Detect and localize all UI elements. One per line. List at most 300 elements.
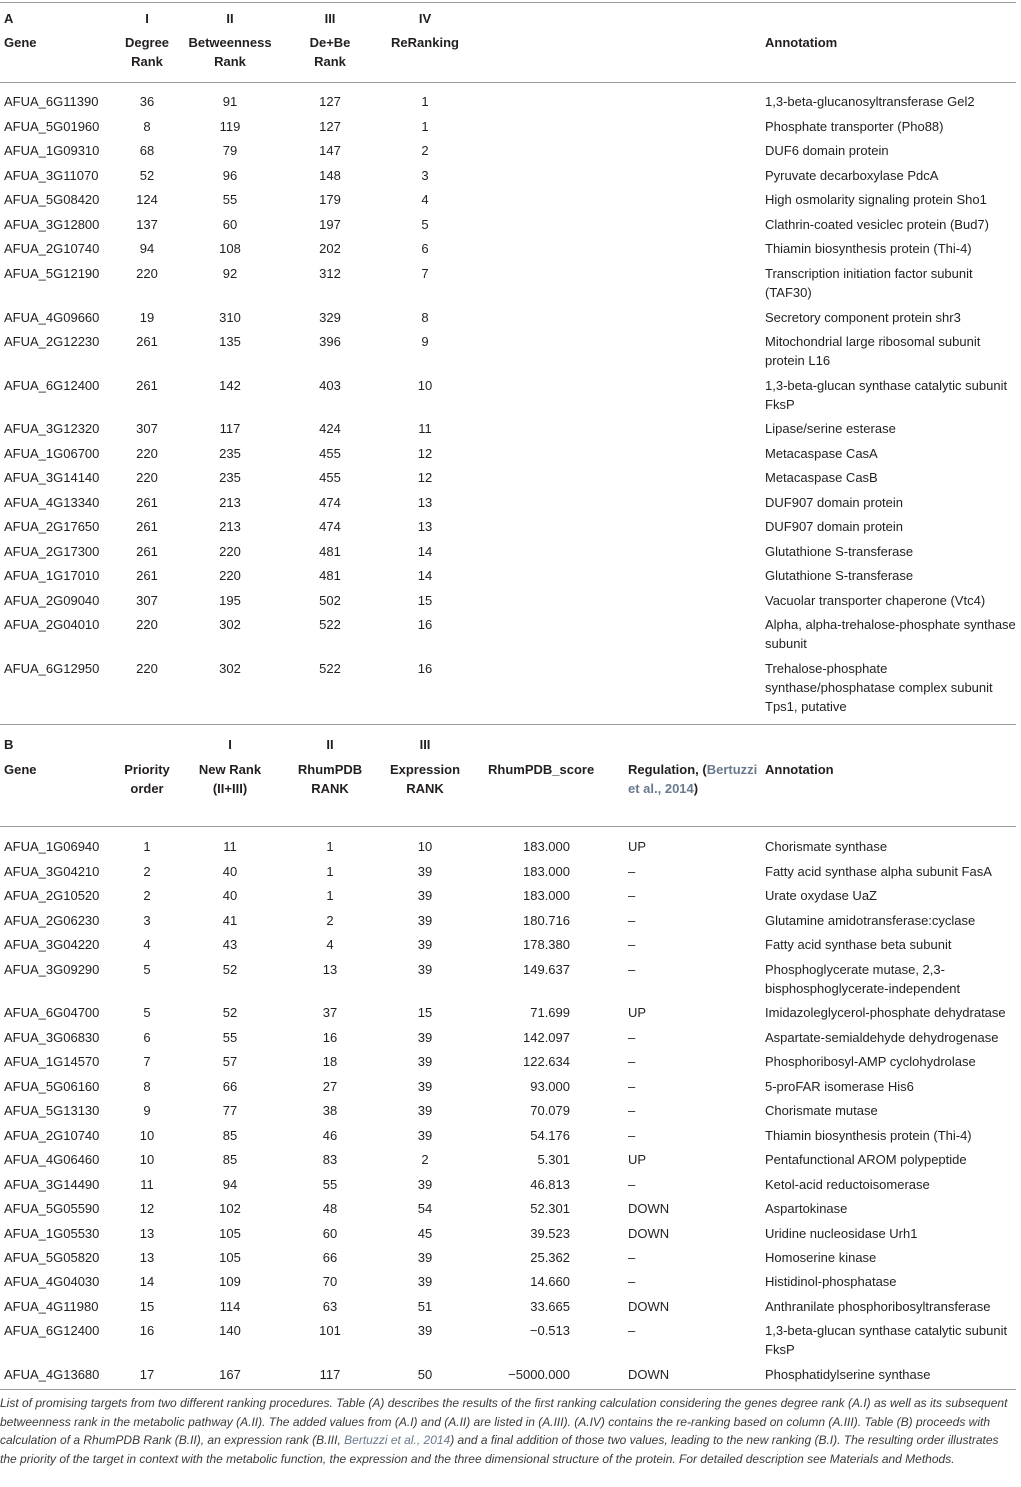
cell-annotation: High osmolarity signaling protein Sho1 [765, 192, 987, 207]
cell-score: 183.000 [523, 864, 570, 879]
cell-priority: 5 [143, 1005, 151, 1020]
cell-rhumpdb: 46 [322, 1128, 338, 1143]
cell-rhumpdb: 13 [322, 962, 338, 977]
cell-regulation: – [628, 962, 636, 977]
table-a-header-rule [0, 82, 1016, 83]
cell-expression: 39 [417, 1030, 433, 1045]
cell-gene: AFUA_2G17650 [4, 519, 100, 534]
cell-degree: 52 [139, 168, 155, 183]
cell-annotation: Histidinol-phosphatase [765, 1274, 897, 1289]
cell-gene: AFUA_6G11390 [4, 94, 99, 109]
cell-reranking: 12 [417, 446, 433, 461]
cell-priority: 8 [143, 1079, 151, 1094]
cell-rhumpdb: 1 [326, 864, 334, 879]
cell-annotation: Clathrin-coated vesiclec protein (Bud7) [765, 217, 989, 232]
cell-expression: 39 [417, 1079, 433, 1094]
cell-score: 5.301 [537, 1152, 570, 1167]
cell-degree: 94 [139, 241, 155, 256]
cell-betweenness: 108 [219, 241, 241, 256]
cell-annotation: DUF907 domain protein [765, 495, 904, 510]
table-a-label: A [4, 11, 14, 26]
cell-annotation: Chorismate synthase [765, 839, 888, 854]
table-b-roman-1: I [228, 737, 232, 752]
cell-gene: AFUA_4G09660 [4, 310, 100, 325]
cell-gene: AFUA_2G12230 [4, 334, 100, 349]
cell-annotation: Urate oxydase UaZ [765, 888, 877, 903]
cell-degree: 261 [136, 378, 158, 393]
cell-reranking: 13 [417, 519, 433, 534]
cell-reranking: 6 [421, 241, 429, 256]
cell-expression: 39 [417, 1128, 433, 1143]
cell-priority: 10 [139, 1128, 155, 1143]
cell-priority: 9 [143, 1103, 151, 1118]
cell-betweenness: 220 [219, 544, 241, 559]
cell-newrank: 11 [223, 839, 237, 854]
cell-reranking: 16 [417, 617, 433, 632]
cell-annotation: Secretory component protein shr3 [765, 310, 961, 325]
cell-expression: 10 [417, 839, 433, 854]
table-caption [0, 1394, 1016, 1468]
cell-regulation: – [628, 1274, 636, 1289]
cell-newrank: 40 [222, 864, 238, 879]
cell-debe: 329 [319, 310, 341, 325]
table-b-roman-2: II [326, 737, 334, 752]
cell-regulation: – [628, 1079, 636, 1094]
cell-betweenness: 96 [222, 168, 238, 183]
cell-expression: 51 [417, 1299, 433, 1314]
cell-regulation: – [628, 1054, 636, 1069]
cell-annotation: Lipase/serine esterase [765, 421, 896, 436]
cell-annotation: Anthranilate phosphoribosyltransferase [765, 1299, 991, 1314]
cell-betweenness: 60 [222, 217, 238, 232]
cell-debe: 455 [319, 470, 341, 485]
cell-expression: 39 [417, 1103, 433, 1118]
cell-regulation: – [628, 864, 636, 879]
cell-expression: 39 [417, 1323, 433, 1338]
cell-debe: 312 [319, 266, 341, 281]
cell-degree: 261 [136, 568, 158, 583]
cell-gene: AFUA_4G06460 [4, 1152, 100, 1167]
cell-rhumpdb: 60 [322, 1226, 338, 1241]
cell-degree: 68 [139, 143, 155, 158]
cell-score: 14.660 [530, 1274, 570, 1289]
cell-regulation: UP [628, 839, 647, 854]
cell-annotation: DUF907 domain protein [765, 519, 904, 534]
cell-gene: AFUA_5G06160 [4, 1079, 100, 1094]
cell-score: 180.716 [523, 913, 570, 928]
cell-gene: AFUA_4G13340 [4, 495, 100, 510]
cell-annotation: Vacuolar transporter chaperone (Vtc4) [765, 593, 986, 608]
cell-gene: AFUA_2G06230 [4, 913, 100, 928]
cell-betweenness: 55 [222, 192, 238, 207]
cell-annotation: Pyruvate decarboxylase PdcA [765, 168, 939, 183]
regulation-suffix: ) [693, 781, 699, 796]
cell-score: 183.000 [523, 839, 570, 854]
cell-annotation: 5-proFAR isomerase His6 [765, 1079, 914, 1094]
cell-newrank: 40 [222, 888, 238, 903]
cell-betweenness: 302 [219, 617, 241, 632]
cell-degree: 307 [136, 593, 158, 608]
cell-newrank: 55 [222, 1030, 238, 1045]
cell-priority: 16 [139, 1323, 155, 1338]
cell-annotation: Metacaspase CasB [765, 470, 878, 485]
cell-newrank: 94 [222, 1177, 238, 1192]
cell-expression: 39 [417, 937, 433, 952]
cell-reranking: 15 [417, 593, 433, 608]
cell-regulation: DOWN [628, 1226, 670, 1241]
table-b-header-annotation: Annotation [765, 762, 834, 777]
cell-rhumpdb: 55 [322, 1177, 338, 1192]
cell-priority: 3 [143, 913, 151, 928]
cell-reranking: 11 [418, 421, 432, 436]
cell-betweenness: 310 [219, 310, 241, 325]
cell-rhumpdb: 27 [322, 1079, 338, 1094]
cell-rhumpdb: 37 [322, 1005, 338, 1020]
cell-gene: AFUA_1G06940 [4, 839, 100, 854]
cell-annotation: 1,3-beta-glucan synthase catalytic subunit FksP [765, 1323, 1008, 1357]
cell-priority: 17 [139, 1367, 155, 1382]
cell-betweenness: 117 [219, 421, 241, 436]
cell-debe: 396 [319, 334, 341, 349]
cell-debe: 197 [319, 217, 341, 232]
cell-expression: 39 [417, 1177, 433, 1192]
cell-priority: 2 [143, 864, 151, 879]
cell-regulation: – [628, 1250, 636, 1265]
cell-annotation: Phosphatidylserine synthase [765, 1367, 931, 1382]
table-a-header-reranking: ReRanking [391, 35, 459, 50]
cell-score: 33.665 [530, 1299, 570, 1314]
cell-betweenness: 119 [219, 119, 241, 134]
cell-annotation: Glutamine amidotransferase:cyclase [765, 913, 976, 928]
cell-expression: 39 [417, 1274, 433, 1289]
cell-debe: 202 [319, 241, 341, 256]
cell-annotation: Phosphoglycerate mutase, 2,3-bisphosphoglycerate-independent [765, 962, 961, 996]
cell-reranking: 7 [421, 266, 429, 281]
cell-priority: 1 [143, 839, 151, 854]
cell-score: 122.634 [523, 1054, 570, 1069]
cell-annotation: Glutathione S-transferase [765, 544, 914, 559]
cell-gene: AFUA_1G09310 [4, 143, 100, 158]
cell-gene: AFUA_3G14490 [4, 1177, 100, 1192]
regulation-prefix: Regulation, ( [628, 762, 707, 777]
cell-newrank: 114 [219, 1299, 241, 1314]
cell-betweenness: 195 [219, 593, 241, 608]
cell-gene: AFUA_3G11070 [4, 168, 99, 183]
cell-gene: AFUA_5G05820 [4, 1250, 100, 1265]
cell-betweenness: 302 [219, 661, 241, 676]
cell-annotation: Glutathione S-transferase [765, 568, 914, 583]
cell-regulation: – [628, 937, 636, 952]
cell-reranking: 14 [417, 568, 433, 583]
cell-newrank: 167 [219, 1367, 241, 1382]
cell-annotation: Transcription initiation factor subunit (TAF30) [765, 266, 973, 300]
cell-debe: 481 [319, 544, 341, 559]
cell-regulation: UP [628, 1152, 647, 1167]
cell-regulation: – [628, 1103, 636, 1118]
cell-annotation: Phosphate transporter (Pho88) [765, 119, 944, 134]
cell-annotation: Chorismate mutase [765, 1103, 878, 1118]
cell-debe: 147 [319, 143, 341, 158]
cell-gene: AFUA_2G09040 [4, 593, 100, 608]
cell-regulation: – [628, 1128, 636, 1143]
cell-newrank: 105 [219, 1226, 241, 1241]
cell-gene: AFUA_6G12400 [4, 378, 100, 393]
cell-debe: 127 [319, 94, 341, 109]
cell-rhumpdb: 38 [322, 1103, 338, 1118]
cell-betweenness: 91 [222, 94, 238, 109]
cell-betweenness: 142 [219, 378, 241, 393]
cell-degree: 220 [136, 617, 158, 632]
cell-expression: 39 [417, 864, 433, 879]
cell-rhumpdb: 70 [322, 1274, 338, 1289]
cell-annotation: Imidazoleglycerol-phosphate dehydratase [765, 1005, 1006, 1020]
cell-annotation: Thiamin biosynthesis protein (Thi-4) [765, 1128, 972, 1143]
cell-expression: 39 [417, 1054, 433, 1069]
cell-annotation: Ketol-acid reductoisomerase [765, 1177, 930, 1192]
cell-gene: AFUA_1G17010 [4, 568, 100, 583]
cell-debe: 179 [319, 192, 341, 207]
cell-expression: 39 [417, 1250, 433, 1265]
cell-priority: 10 [139, 1152, 155, 1167]
cell-annotation: Aspartokinase [765, 1201, 848, 1216]
cell-gene: AFUA_5G13130 [4, 1103, 100, 1118]
cell-gene: AFUA_6G04700 [4, 1005, 100, 1020]
cell-gene: AFUA_5G01960 [4, 119, 100, 134]
cell-score: 52.301 [530, 1201, 570, 1216]
cell-annotation: DUF6 domain protein [765, 143, 889, 158]
cell-expression: 54 [417, 1201, 433, 1216]
cell-score: 183.000 [523, 888, 570, 903]
cell-expression: 45 [417, 1226, 433, 1241]
cell-newrank: 43 [222, 937, 238, 952]
cell-expression: 39 [417, 888, 433, 903]
cell-priority: 5 [143, 962, 151, 977]
cell-rhumpdb: 16 [322, 1030, 338, 1045]
cell-rhumpdb: 4 [326, 937, 334, 952]
table-b-header-gene: Gene [4, 762, 37, 777]
cell-score: 39.523 [530, 1226, 570, 1241]
cell-rhumpdb: 48 [322, 1201, 338, 1216]
cell-annotation: Fatty acid synthase alpha subunit FasA [765, 864, 992, 879]
cell-regulation: – [628, 913, 636, 928]
cell-rhumpdb: 2 [326, 913, 334, 928]
cell-degree: 137 [136, 217, 158, 232]
cell-score: 178.380 [523, 937, 570, 952]
caption-citation[interactable]: Bertuzzi et al., 2014 [344, 1433, 451, 1447]
cell-priority: 11 [140, 1177, 154, 1192]
cell-degree: 261 [136, 334, 158, 349]
cell-gene: AFUA_4G11980 [4, 1299, 99, 1314]
cell-betweenness: 92 [222, 266, 238, 281]
cell-expression: 39 [417, 962, 433, 977]
cell-score: −5000.000 [508, 1367, 570, 1382]
cell-gene: AFUA_6G12400 [4, 1323, 100, 1338]
cell-priority: 14 [139, 1274, 155, 1289]
cell-degree: 36 [139, 94, 155, 109]
table-a-header-degree: Degree Rank [124, 35, 170, 69]
cell-debe: 455 [319, 446, 341, 461]
cell-gene: AFUA_2G10520 [4, 888, 100, 903]
cell-reranking: 8 [421, 310, 429, 325]
cell-priority: 2 [143, 888, 151, 903]
cell-priority: 13 [139, 1250, 155, 1265]
cell-regulation: – [628, 1323, 636, 1338]
table-a-header-debe: De+Be Rank [309, 35, 351, 69]
cell-priority: 15 [139, 1299, 155, 1314]
cell-gene: AFUA_1G05530 [4, 1226, 100, 1241]
cell-gene: AFUA_4G13680 [4, 1367, 100, 1382]
cell-reranking: 9 [421, 334, 429, 349]
cell-debe: 522 [319, 661, 341, 676]
cell-gene: AFUA_4G04030 [4, 1274, 100, 1289]
cell-rhumpdb: 1 [326, 839, 334, 854]
cell-reranking: 5 [421, 217, 429, 232]
table-b-bottom-rule [0, 1389, 1016, 1390]
cell-annotation: Fatty acid synthase beta subunit [765, 937, 952, 952]
cell-expression: 2 [421, 1152, 429, 1167]
cell-annotation: Thiamin biosynthesis protein (Thi-4) [765, 241, 972, 256]
cell-score: 93.000 [530, 1079, 570, 1094]
cell-debe: 522 [319, 617, 341, 632]
cell-gene: AFUA_3G12800 [4, 217, 100, 232]
cell-priority: 12 [139, 1201, 155, 1216]
table-a-roman-4: IV [418, 11, 432, 26]
cell-score: 149.637 [523, 962, 570, 977]
cell-annotation: Metacaspase CasA [765, 446, 878, 461]
table-b-header-score: RhumPDB_score [488, 762, 595, 777]
cell-reranking: 14 [417, 544, 433, 559]
cell-regulation: DOWN [628, 1367, 670, 1382]
cell-degree: 261 [136, 544, 158, 559]
cell-newrank: 105 [219, 1250, 241, 1265]
cell-rhumpdb: 117 [319, 1367, 341, 1382]
cell-regulation: DOWN [628, 1201, 670, 1216]
table-b-roman-3: III [419, 737, 431, 752]
cell-annotation: Uridine nucleosidase Urh1 [765, 1226, 918, 1241]
cell-reranking: 16 [417, 661, 433, 676]
cell-priority: 6 [143, 1030, 151, 1045]
table-b-header-rhumpdb-rank: RhumPDB RANK [297, 762, 363, 796]
cell-debe: 474 [319, 519, 341, 534]
cell-gene: AFUA_6G12950 [4, 661, 100, 676]
cell-gene: AFUA_2G10740 [4, 1128, 100, 1143]
cell-score: 25.362 [530, 1250, 570, 1265]
cell-gene: AFUA_5G08420 [4, 192, 100, 207]
cell-newrank: 41 [222, 913, 238, 928]
cell-gene: AFUA_3G14140 [4, 470, 100, 485]
cell-newrank: 77 [222, 1103, 238, 1118]
cell-priority: 13 [139, 1226, 155, 1241]
cell-reranking: 10 [417, 378, 433, 393]
cell-annotation: Alpha, alpha-trehalose-phosphate synthase subunit [765, 617, 1016, 651]
cell-newrank: 109 [219, 1274, 241, 1289]
cell-rhumpdb: 101 [319, 1323, 341, 1338]
cell-degree: 124 [136, 192, 158, 207]
cell-degree: 220 [136, 661, 158, 676]
cell-priority: 4 [143, 937, 151, 952]
table-a-header-annotation: Annotatiom [765, 35, 838, 50]
cell-newrank: 85 [222, 1128, 238, 1143]
caption-text-1: List of promising targets from two different ranking procedures. Table (A) describes the results of the first ranking calculation considering the genes degree rank (A.I) as well as its subsequent betweenness rank in the metabolic pathway (A.II). The added values from (A.I) and (A.II) are listed in (A.III). (A.IV) contains the re-ranking based on column (A.III). Table (B) proceeds with calculation of a RhumPDB Rank (B.II), an expression rank (B.III, [0, 1396, 1008, 1447]
cell-score: 70.079 [530, 1103, 570, 1118]
cell-newrank: 57 [222, 1054, 238, 1069]
cell-degree: 19 [139, 310, 155, 325]
cell-degree: 220 [136, 470, 158, 485]
table-a-top-rule [0, 2, 1016, 3]
cell-regulation: DOWN [628, 1299, 670, 1314]
table-a-roman-2: II [226, 11, 234, 26]
cell-betweenness: 235 [219, 446, 241, 461]
cell-reranking: 12 [417, 470, 433, 485]
cell-betweenness: 79 [222, 143, 238, 158]
table-b-header-newrank: New Rank (II+III) [198, 762, 262, 796]
cell-rhumpdb: 18 [322, 1054, 338, 1069]
cell-reranking: 1 [421, 119, 429, 134]
cell-reranking: 13 [417, 495, 433, 510]
cell-reranking: 2 [421, 143, 429, 158]
cell-annotation: 1,3-beta-glucan synthase catalytic subunit FksP [765, 378, 1008, 412]
cell-gene: AFUA_3G09290 [4, 962, 100, 977]
cell-debe: 148 [319, 168, 341, 183]
cell-regulation: – [628, 888, 636, 903]
cell-annotation: Aspartate-semialdehyde dehydrogenase [765, 1030, 999, 1045]
cell-priority: 7 [143, 1054, 151, 1069]
cell-newrank: 52 [222, 1005, 238, 1020]
regulation-cite[interactable]: Bertuzzi et al., 2014 [628, 762, 758, 796]
table-b-header-regulation [628, 760, 758, 798]
caption-text-2: ) and a final addition of those two values, leading to the new ranking (B.I). The resulting order illustrates the priority of the target in context with the metabolic function, the expression and the three dimensional structure of the protein. For detailed description see Materials and Methods. [0, 1433, 999, 1466]
cell-degree: 220 [136, 266, 158, 281]
cell-debe: 127 [319, 119, 341, 134]
cell-gene: AFUA_2G04010 [4, 617, 100, 632]
cell-expression: 39 [417, 913, 433, 928]
cell-debe: 424 [319, 421, 341, 436]
cell-gene: AFUA_5G12190 [4, 266, 100, 281]
cell-degree: 220 [136, 446, 158, 461]
cell-rhumpdb: 66 [322, 1250, 338, 1265]
cell-betweenness: 135 [219, 334, 241, 349]
cell-annotation: Pentafunctional AROM polypeptide [765, 1152, 967, 1167]
table-a-header-gene: Gene [4, 35, 37, 50]
table-b-header-expression: Expression RANK [389, 762, 461, 796]
cell-betweenness: 235 [219, 470, 241, 485]
cell-annotation: Trehalose-phosphate synthase/phosphatase complex subunit Tps1, putative [765, 661, 993, 714]
cell-newrank: 52 [222, 962, 238, 977]
cell-score: 54.176 [530, 1128, 570, 1143]
cell-degree: 261 [136, 519, 158, 534]
cell-debe: 474 [319, 495, 341, 510]
cell-gene: AFUA_2G17300 [4, 544, 100, 559]
cell-newrank: 140 [219, 1323, 241, 1338]
cell-regulation: – [628, 1177, 636, 1192]
table-a-roman-1: I [145, 11, 149, 26]
cell-betweenness: 220 [219, 568, 241, 583]
table-b-label: B [4, 737, 14, 752]
cell-score: 142.097 [523, 1030, 570, 1045]
cell-rhumpdb: 1 [326, 888, 334, 903]
cell-gene: AFUA_1G14570 [4, 1054, 100, 1069]
cell-reranking: 3 [421, 168, 429, 183]
cell-newrank: 102 [219, 1201, 241, 1216]
cell-gene: AFUA_3G12320 [4, 421, 100, 436]
cell-degree: 8 [143, 119, 151, 134]
cell-betweenness: 213 [219, 495, 241, 510]
cell-score: 46.813 [530, 1177, 570, 1192]
table-a-roman-3: III [324, 11, 336, 26]
cell-annotation: Homoserine kinase [765, 1250, 877, 1265]
cell-gene: AFUA_1G06700 [4, 446, 100, 461]
cell-score: 71.699 [530, 1005, 570, 1020]
